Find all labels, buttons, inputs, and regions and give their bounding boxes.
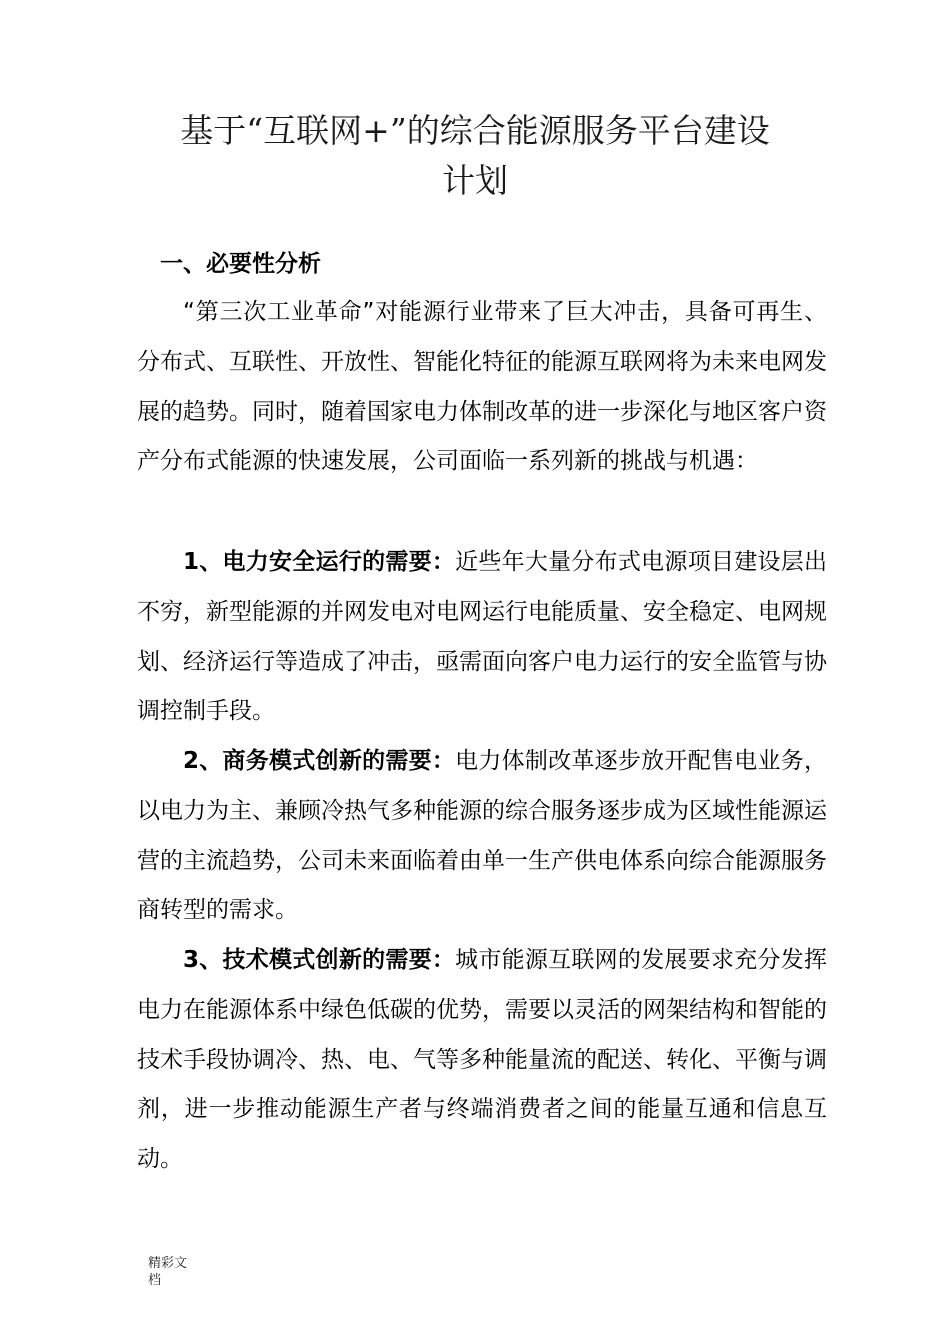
item-paragraph-1 bbox=[137, 538, 827, 737]
item-paragraph-2 bbox=[137, 737, 827, 936]
intro-paragraph: “第三次工业革命”对能源行业带来了巨大冲击，具备可再生、分布式、互联性、开放性、智能化特征的能源互联网将为未来电网发展的趋势。同时，随着国家电力体制改革的进一步深化与地区客户资产分布式能源的快速发展，公司面临一系列新的挑战与机遇： bbox=[137, 299, 827, 475]
document-title-line1: 基于“互联网+”的综合能源服务平台建设 bbox=[180, 111, 770, 150]
footer-watermark: 精彩文档 bbox=[148, 1256, 188, 1288]
section-heading: 一、必要性分析 bbox=[160, 251, 321, 277]
item-lead-2: 2、商务模式创新的需要： bbox=[183, 748, 456, 774]
item-text-3: 城市能源互联网的发展要求充分发挥电力在能源体系中绿色低碳的优势，需要以灵活的网架结构和智能的技术手段协调冷、热、电、气等多种能量流的配送、转化、平衡与调剂，进一步推动能源生产者与终端消费者之间的能量互通和信息互动。 bbox=[137, 947, 827, 1173]
document-title-line2: 计划 bbox=[442, 161, 508, 200]
item-paragraph-3 bbox=[137, 936, 827, 1185]
item-text-1: 近些年大量分布式电源项目建设层出不穷，新型能源的并网发电对电网运行电能质量、安全稳定、电网规划、经济运行等造成了冲击，亟需面向客户电力运行的安全监管与协调控制手段。 bbox=[137, 549, 827, 725]
item-text-2: 电力体制改革逐步放开配售电业务，以电力为主、兼顾冷热气多种能源的综合服务逐步成为区域性能源运营的主流趋势，公司未来面临着由单一生产供电体系向综合能源服务商转型的需求。 bbox=[137, 748, 827, 924]
item-lead-1: 1、电力安全运行的需要： bbox=[183, 549, 456, 575]
item-lead-3: 3、技术模式创新的需要： bbox=[183, 947, 456, 973]
